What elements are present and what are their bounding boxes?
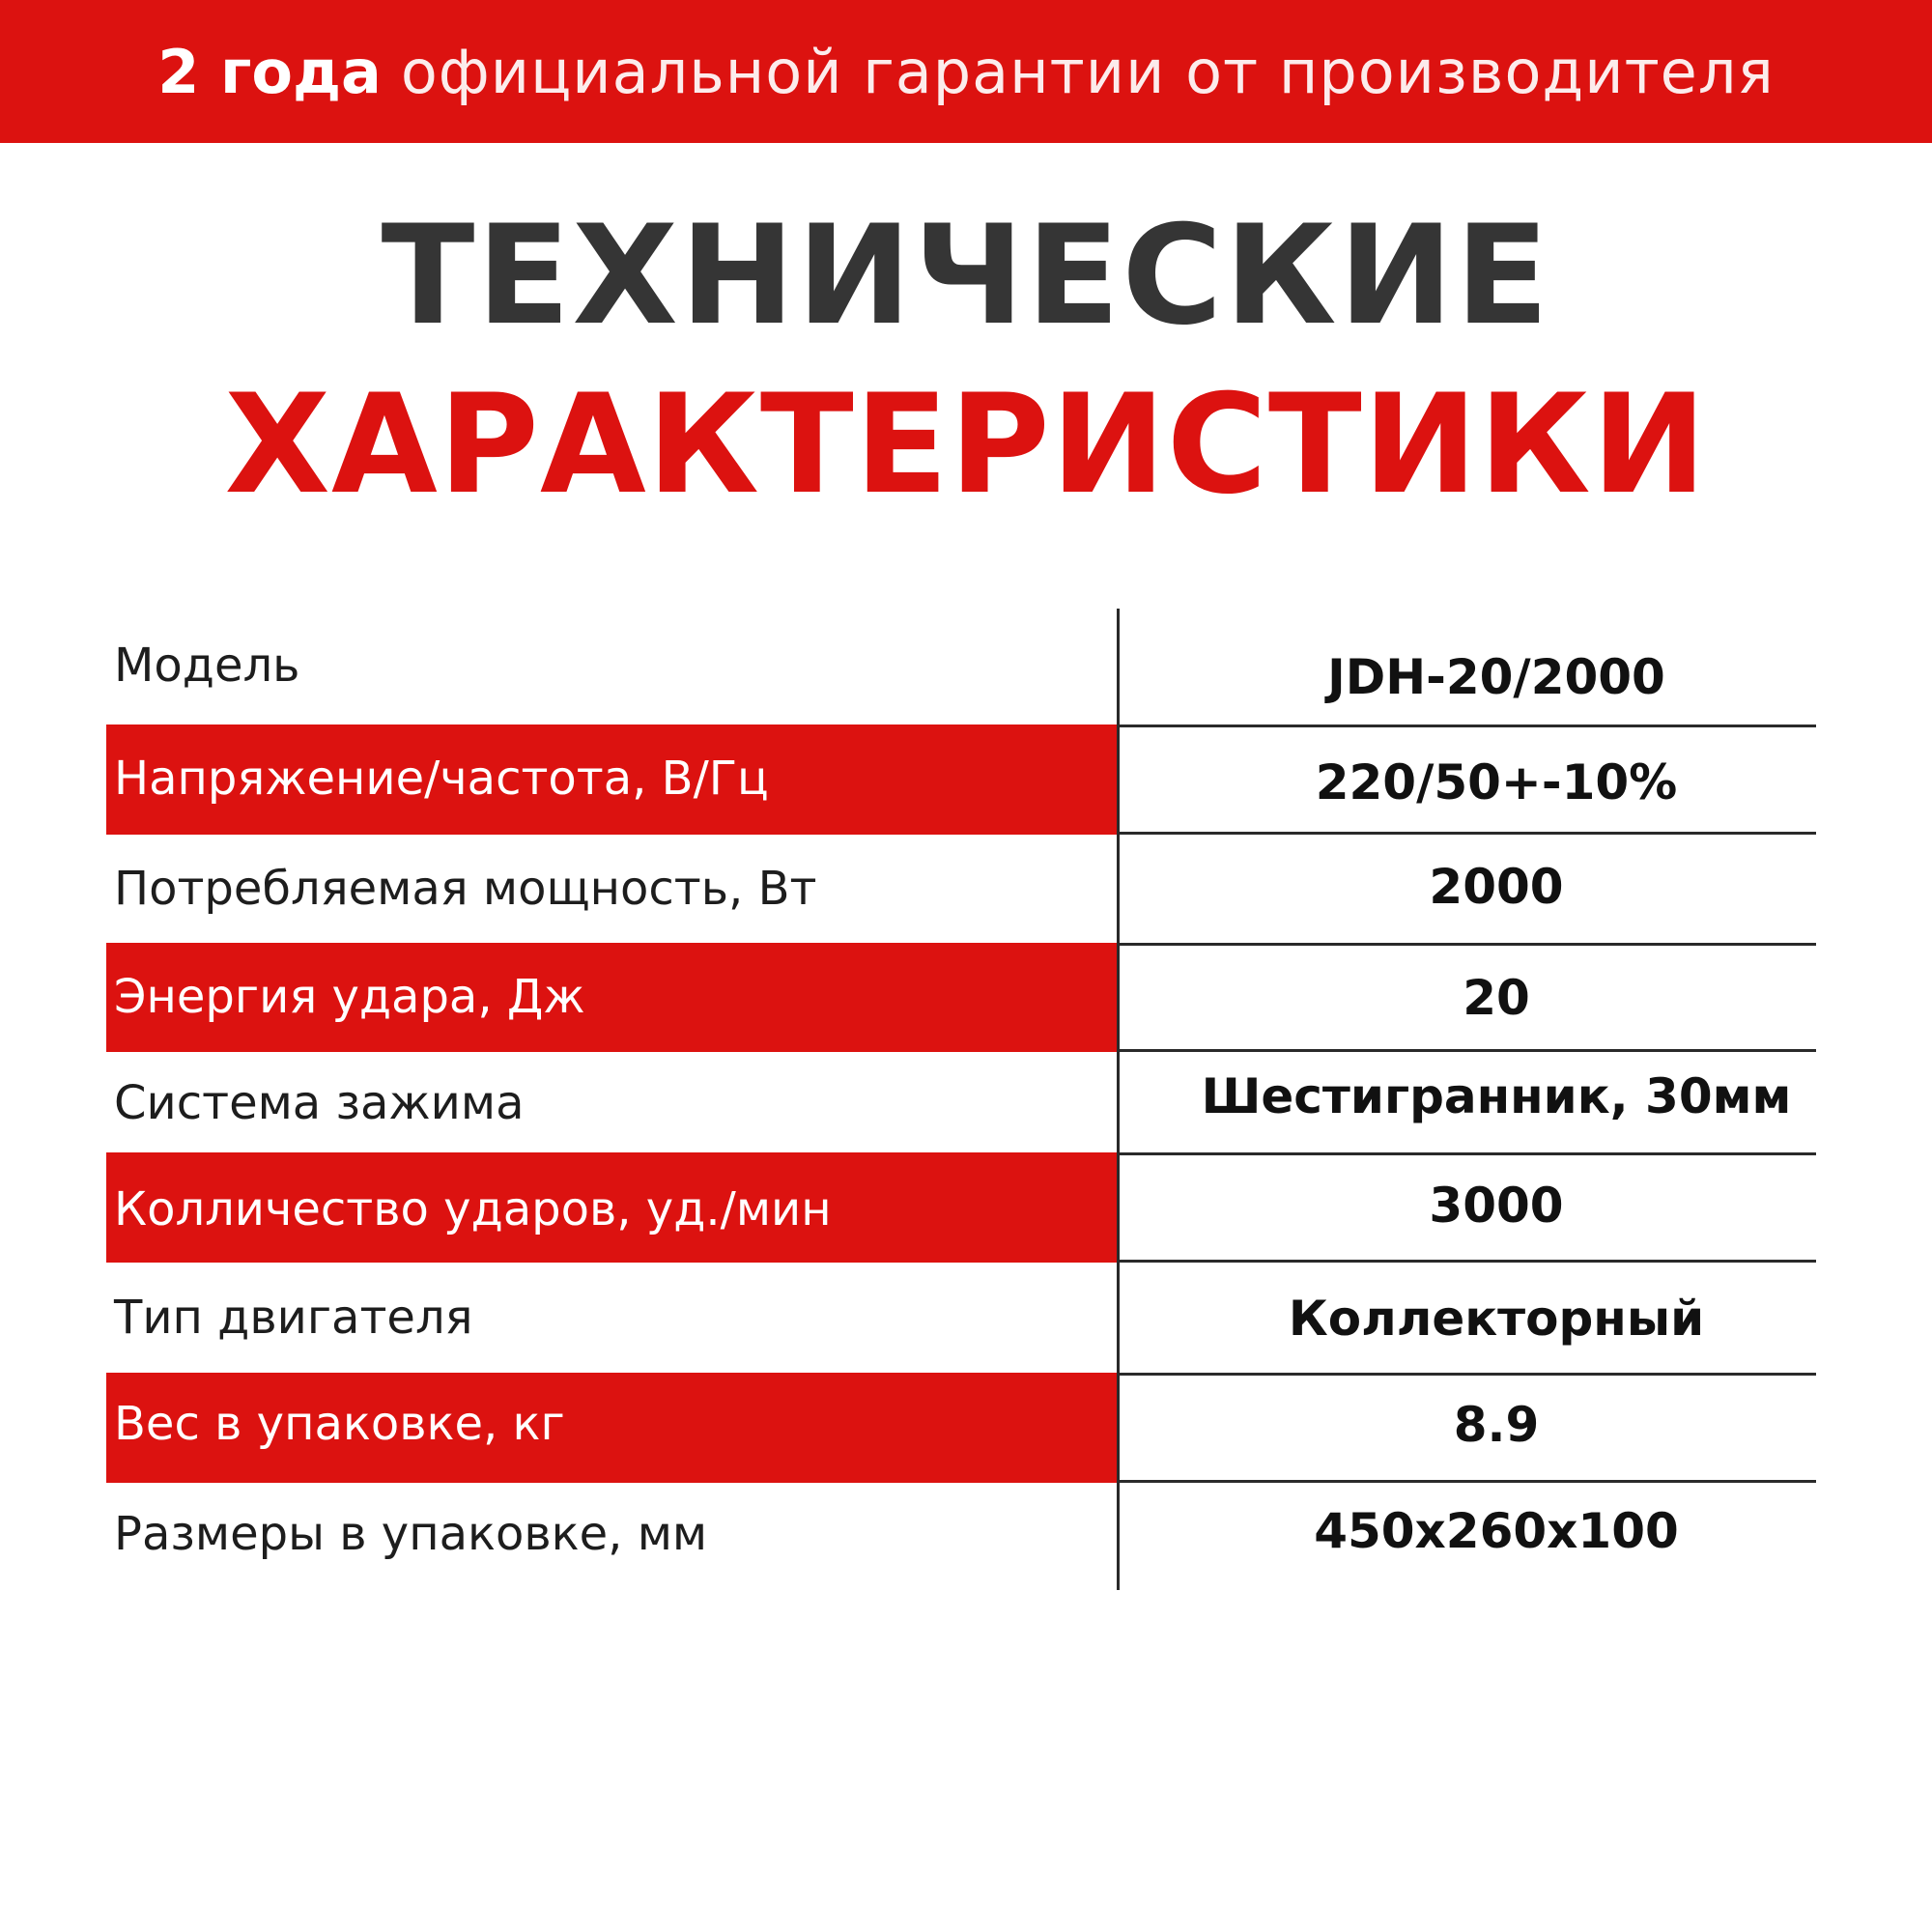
warranty-years: 2 года <box>157 36 382 107</box>
page-title-line2: ХАРАКТЕРИСТИКИ <box>224 365 1708 525</box>
spec-value-power: 2000 <box>1429 859 1564 915</box>
spec-label-weight: Вес в упаковке, кг <box>114 1397 565 1451</box>
warranty-text: официальной гарантии от производителя <box>400 36 1775 107</box>
spec-value-chuck: Шестигранник, 30мм <box>1201 1068 1792 1124</box>
row-divider <box>1119 1152 1816 1155</box>
spec-label-impact-energy: Энергия удара, Дж <box>114 970 585 1024</box>
row-divider <box>1119 1260 1816 1263</box>
spec-label-chuck: Система зажима <box>114 1076 525 1130</box>
row-divider <box>1119 943 1816 946</box>
spec-value-model: JDH-20/2000 <box>1327 649 1665 705</box>
page-title-line1: ТЕХНИЧЕСКИЕ <box>381 196 1551 355</box>
spec-value-impact-rate: 3000 <box>1429 1178 1564 1234</box>
row-divider <box>1119 1373 1816 1376</box>
spec-value-impact-energy: 20 <box>1463 970 1530 1026</box>
spec-value-motor: Коллекторный <box>1288 1291 1705 1347</box>
spec-value-voltage: 220/50+-10% <box>1315 754 1678 810</box>
spec-label-voltage: Напряжение/частота, В/Гц <box>114 752 769 806</box>
spec-label-dimensions: Размеры в упаковке, мм <box>114 1507 708 1561</box>
spec-label-model: Модель <box>114 639 300 693</box>
row-divider <box>1119 1480 1816 1483</box>
row-divider <box>1119 1049 1816 1052</box>
spec-label-power: Потребляемая мощность, Вт <box>114 862 817 916</box>
row-divider <box>1119 832 1816 835</box>
spec-value-weight: 8.9 <box>1453 1397 1540 1453</box>
row-divider <box>1119 724 1816 727</box>
spec-label-impact-rate: Колличество ударов, уд./мин <box>114 1182 832 1236</box>
spec-label-motor: Тип двигателя <box>114 1291 473 1345</box>
spec-value-dimensions: 450x260x100 <box>1314 1503 1679 1559</box>
